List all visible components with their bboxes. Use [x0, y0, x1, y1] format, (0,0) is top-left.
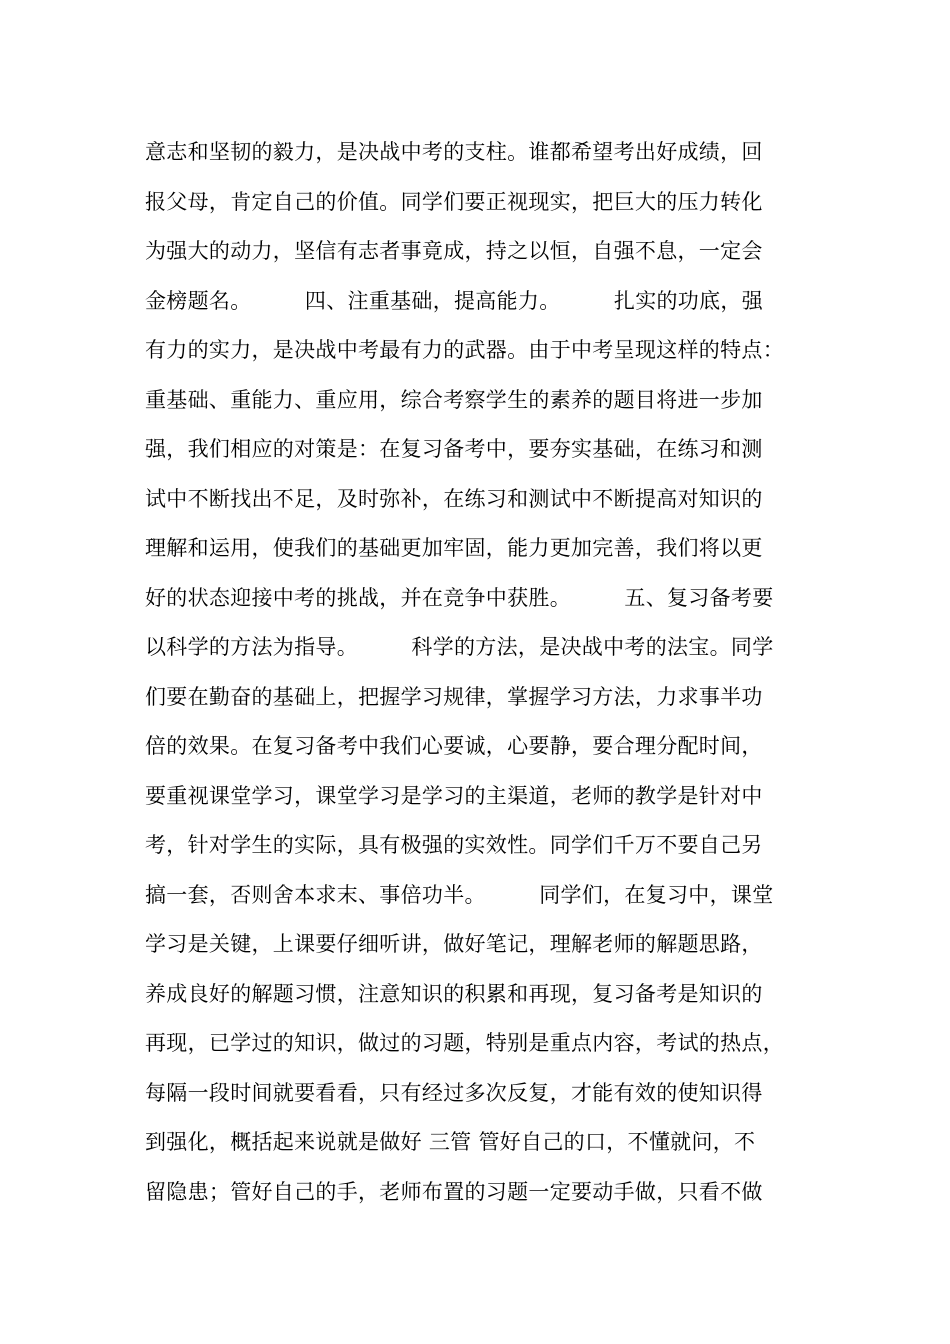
- body-text: [145, 132, 845, 1221]
- text-line: 理解和运用，使我们的基础更加牢固，能力更加完善，我们将以更: [145, 536, 763, 560]
- text-line: 试中不断找出不足，及时弥补，在练习和测试中不断提高对知识的: [145, 486, 763, 511]
- text-line: 留隐患；管好自己的手，老师布置的习题一定要动手做，只看不做: [145, 1179, 763, 1204]
- text-line: 养成良好的解题习惯，注意知识的积累和再现，复习备考是知识的: [145, 981, 763, 1006]
- text-line: 搞一套，否则舍本求末、事倍功半。 同学们，在复习中，课堂: [145, 882, 774, 907]
- text-line: 到强化，概括起来说就是做好 三管 管好自己的口，不懂就问，不: [145, 1130, 756, 1154]
- text-line: 要重视课堂学习，课堂学习是学习的主渠道，老师的教学是针对中: [145, 783, 763, 808]
- text-line: 重基础、重能力、重应用，综合考察学生的素养的题目将进一步加: [145, 387, 763, 412]
- text-line: 学习是关键，上课要仔细听讲，做好笔记，理解老师的解题思路，: [145, 932, 763, 956]
- text-line: 倍的效果。在复习备考中我们心要诚，心要静，要合理分配时间，: [145, 734, 763, 758]
- text-line: 们要在勤奋的基础上，把握学习规律，掌握学习方法，力求事半功: [145, 684, 763, 709]
- text-line: 金榜题名。 四、注重基础，提高能力。 扎实的功底，强: [145, 288, 763, 313]
- text-line: 考，针对学生的实际，具有极强的实效性。同学们千万不要自己另: [145, 833, 763, 857]
- text-line: 报父母，肯定自己的价值。同学们要正视现实，把巨大的压力转化: [145, 189, 763, 214]
- text-line: 以科学的方法为指导。 科学的方法，是决战中考的法宝。同学: [145, 635, 774, 659]
- text-line: 意志和坚韧的毅力，是决战中考的支柱。谁都希望考出好成绩，回: [145, 140, 763, 164]
- text-line: 再现，已学过的知识，做过的习题，特别是重点内容，考试的热点，: [145, 1031, 784, 1055]
- text-line: 有力的实力，是决战中考最有力的武器。由于中考呈现这样的特点：: [145, 338, 784, 362]
- text-line: 好的状态迎接中考的挑战，并在竞争中获胜。 五、复习备考要: [145, 585, 774, 610]
- text-line: 为强大的动力，坚信有志者事竟成，持之以恒，自强不息，一定会: [145, 239, 763, 263]
- text-line: 强，我们相应的对策是：在复习备考中，要夯实基础，在练习和测: [145, 437, 763, 461]
- text-line: 每隔一段时间就要看看，只有经过多次反复，才能有效的使知识得: [145, 1080, 763, 1105]
